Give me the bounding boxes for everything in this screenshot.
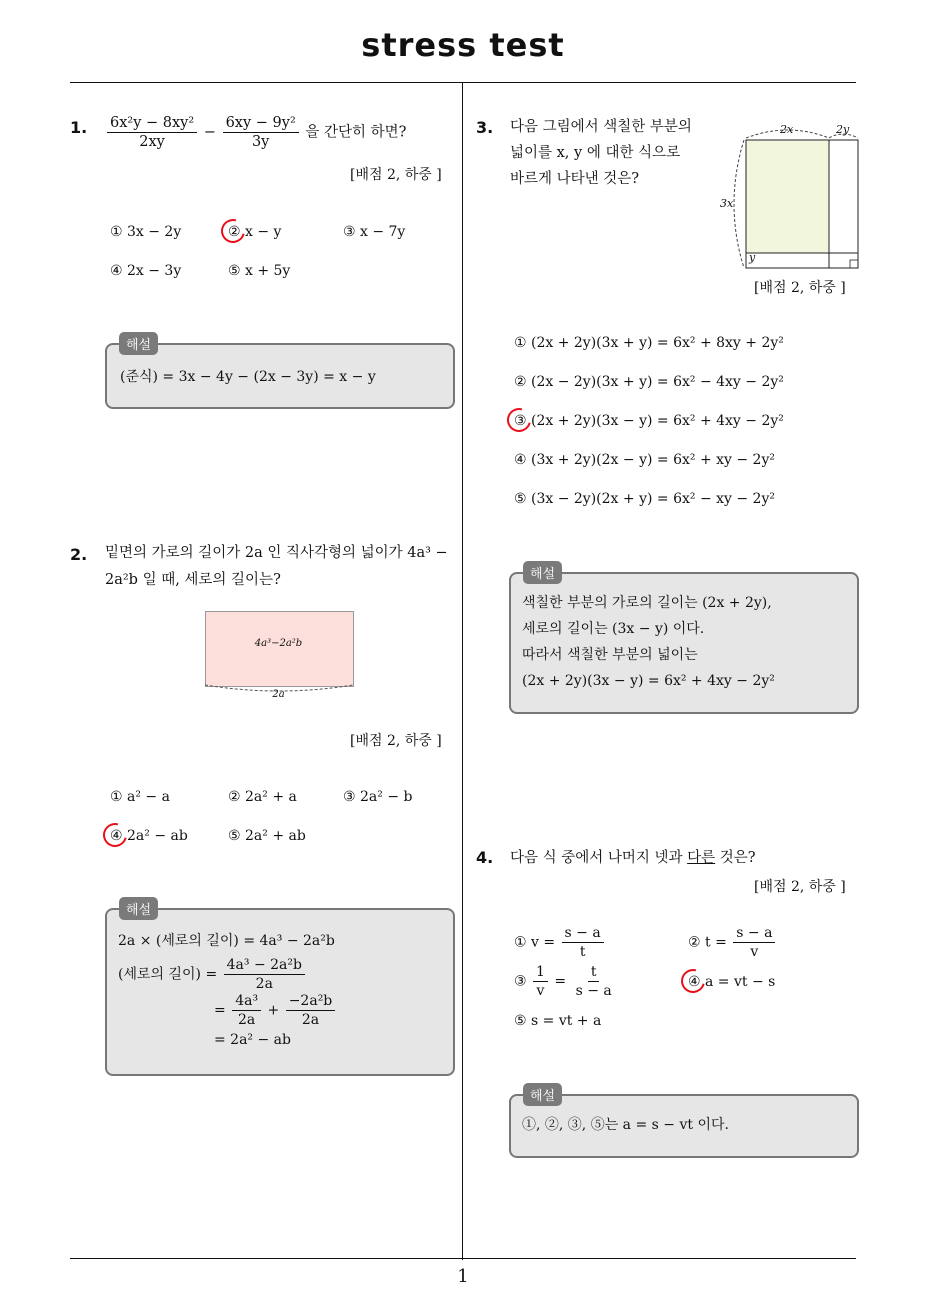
q1-score: [배점 2, 하중 ] — [350, 167, 442, 183]
header-rule — [70, 82, 856, 83]
page-title: stress test — [361, 26, 565, 64]
q4-choice-5[interactable]: ⑤ s = vt + a — [514, 1013, 602, 1029]
q2-solution-line1: 2a × (세로의 길이) = 4a³ − 2a²b — [118, 933, 335, 949]
q2-solution-line2: (세로의 길이) = $\frac{\text{4a³ − 2a²b}}{2a}$ — [118, 956, 307, 993]
q4-choice-2[interactable]: ② t = $\frac{s - a}{v}$ — [688, 924, 777, 961]
q2-choice-4[interactable]: ④ 2a² − ab — [110, 828, 188, 844]
q1-choice-3[interactable]: ③ x − 7y — [343, 224, 406, 240]
q4-question: 다음 식 중에서 나머지 넷과 다른 것은? — [510, 850, 756, 866]
q1-frac1: $\frac{\text{6x²y − 8xy²}}{2xy}$ — [107, 114, 197, 151]
answer-mark-icon — [503, 404, 536, 437]
q3-choice-5[interactable]: ⑤ (3x − 2y)(2x + y) = 6x² − xy − 2y² — [514, 491, 775, 507]
q3-solution-line2: 세로의 길이는 (3x − y) 이다. — [522, 621, 705, 637]
column-divider — [462, 82, 463, 1260]
q1-choice-2[interactable]: ② x − y — [228, 224, 282, 240]
q4-score: [배점 2, 하중 ] — [754, 879, 846, 895]
q3-figure-label-2x: 2x — [780, 123, 794, 136]
q2-choice-1[interactable]: ① a² − a — [110, 789, 170, 805]
q4-choice-1[interactable]: ① v = $\frac{s - a}{t}$ — [514, 924, 606, 961]
q2-question-line2: 2a²b 일 때, 세로의 길이는? — [105, 572, 281, 588]
q2-choice-2[interactable]: ② 2a² + a — [228, 789, 297, 805]
q1-question: $\frac{\text{6x²y − 8xy²}}{2xy}$ − $\frac{\text{6xy − 9y²}}{3y}$ 을 간단히 하면? — [105, 114, 406, 151]
q3-score: [배점 2, 하중 ] — [754, 280, 846, 296]
q2-solution-tag: 해설 — [119, 897, 158, 920]
q3-choice-3[interactable]: ③ (2x + 2y)(3x − y) = 6x² + 4xy − 2y² — [514, 413, 784, 429]
answer-mark-icon — [217, 215, 250, 248]
q2-figure-bottom-label: 2a — [272, 689, 285, 700]
q1-solution-text: (준식) = 3x − 4y − (2x − 3y) = x − y — [120, 369, 376, 385]
q4-solution-text: ①, ②, ③, ⑤는 a = s − vt 이다. — [522, 1117, 729, 1133]
q4-number: 4. — [476, 848, 494, 867]
q4-choice-4[interactable]: ④ a = vt − s — [688, 974, 776, 990]
footer-rule — [70, 1258, 856, 1259]
q1-number: 1. — [70, 118, 88, 137]
q3-question-line2: 넓이를 x, y 에 대한 식으로 — [510, 145, 681, 161]
q2-solution-line3: = $\frac{\text{4a³}}{2a}$ + $\frac{\text{−2a²b}}{2a}$ — [214, 992, 337, 1029]
q3-figure-label-2y: 2y — [836, 123, 850, 136]
q1-choice-1[interactable]: ① 3x − 2y — [110, 224, 182, 240]
q2-figure-label: 4a³−2a²b — [254, 638, 303, 649]
q2-solution-line4: = 2a² − ab — [214, 1032, 291, 1048]
page-number: 1 — [457, 1266, 469, 1287]
q2-question-line1: 밑면의 가로의 길이가 2a 인 직사각형의 넓이가 4a³ − — [105, 545, 448, 561]
q1-choice-5[interactable]: ⑤ x + 5y — [228, 263, 291, 279]
q3-solution-line1: 색칠한 부분의 가로의 길이는 (2x + 2y), — [522, 595, 772, 611]
q3-solution-line4: (2x + 2y)(3x − y) = 6x² + 4xy − 2y² — [522, 673, 775, 689]
q4-choice-3[interactable]: ③ $\frac{1}{v}$ = $\frac{t}{s - a}$ — [514, 964, 612, 999]
q3-figure-label-y: y — [749, 251, 756, 264]
q1-solution-tag: 해설 — [119, 332, 158, 355]
q2-score: [배점 2, 하중 ] — [350, 733, 442, 749]
q4-solution-tag: 해설 — [523, 1083, 562, 1106]
q1-frac2: $\frac{\text{6xy − 9y²}}{3y}$ — [223, 114, 299, 151]
q2-rectangle-figure — [205, 611, 354, 687]
q2-number: 2. — [70, 545, 88, 564]
answer-mark-icon — [677, 965, 710, 998]
q3-solution-tag: 해설 — [523, 561, 562, 584]
q3-choice-4[interactable]: ④ (3x + 2y)(2x − y) = 6x² + xy − 2y² — [514, 452, 775, 468]
q3-figure-label-3x: 3x — [720, 197, 734, 210]
q3-question-line3: 바르게 나타낸 것은? — [510, 171, 640, 187]
q3-choice-2[interactable]: ② (2x − 2y)(3x + y) = 6x² − 4xy − 2y² — [514, 374, 784, 390]
q1-choice-4[interactable]: ④ 2x − 3y — [110, 263, 182, 279]
q2-choice-5[interactable]: ⑤ 2a² + ab — [228, 828, 306, 844]
q3-solution-line3: 따라서 색칠한 부분의 넓이는 — [522, 647, 698, 663]
answer-mark-icon — [99, 819, 132, 852]
q3-choice-1[interactable]: ① (2x + 2y)(3x + y) = 6x² + 8xy + 2y² — [514, 335, 784, 351]
q2-choice-3[interactable]: ③ 2a² − b — [343, 789, 413, 805]
q3-number: 3. — [476, 118, 494, 137]
q3-question-line1: 다음 그림에서 색칠한 부분의 — [510, 119, 692, 135]
q3-rectangle-figure — [718, 120, 863, 272]
